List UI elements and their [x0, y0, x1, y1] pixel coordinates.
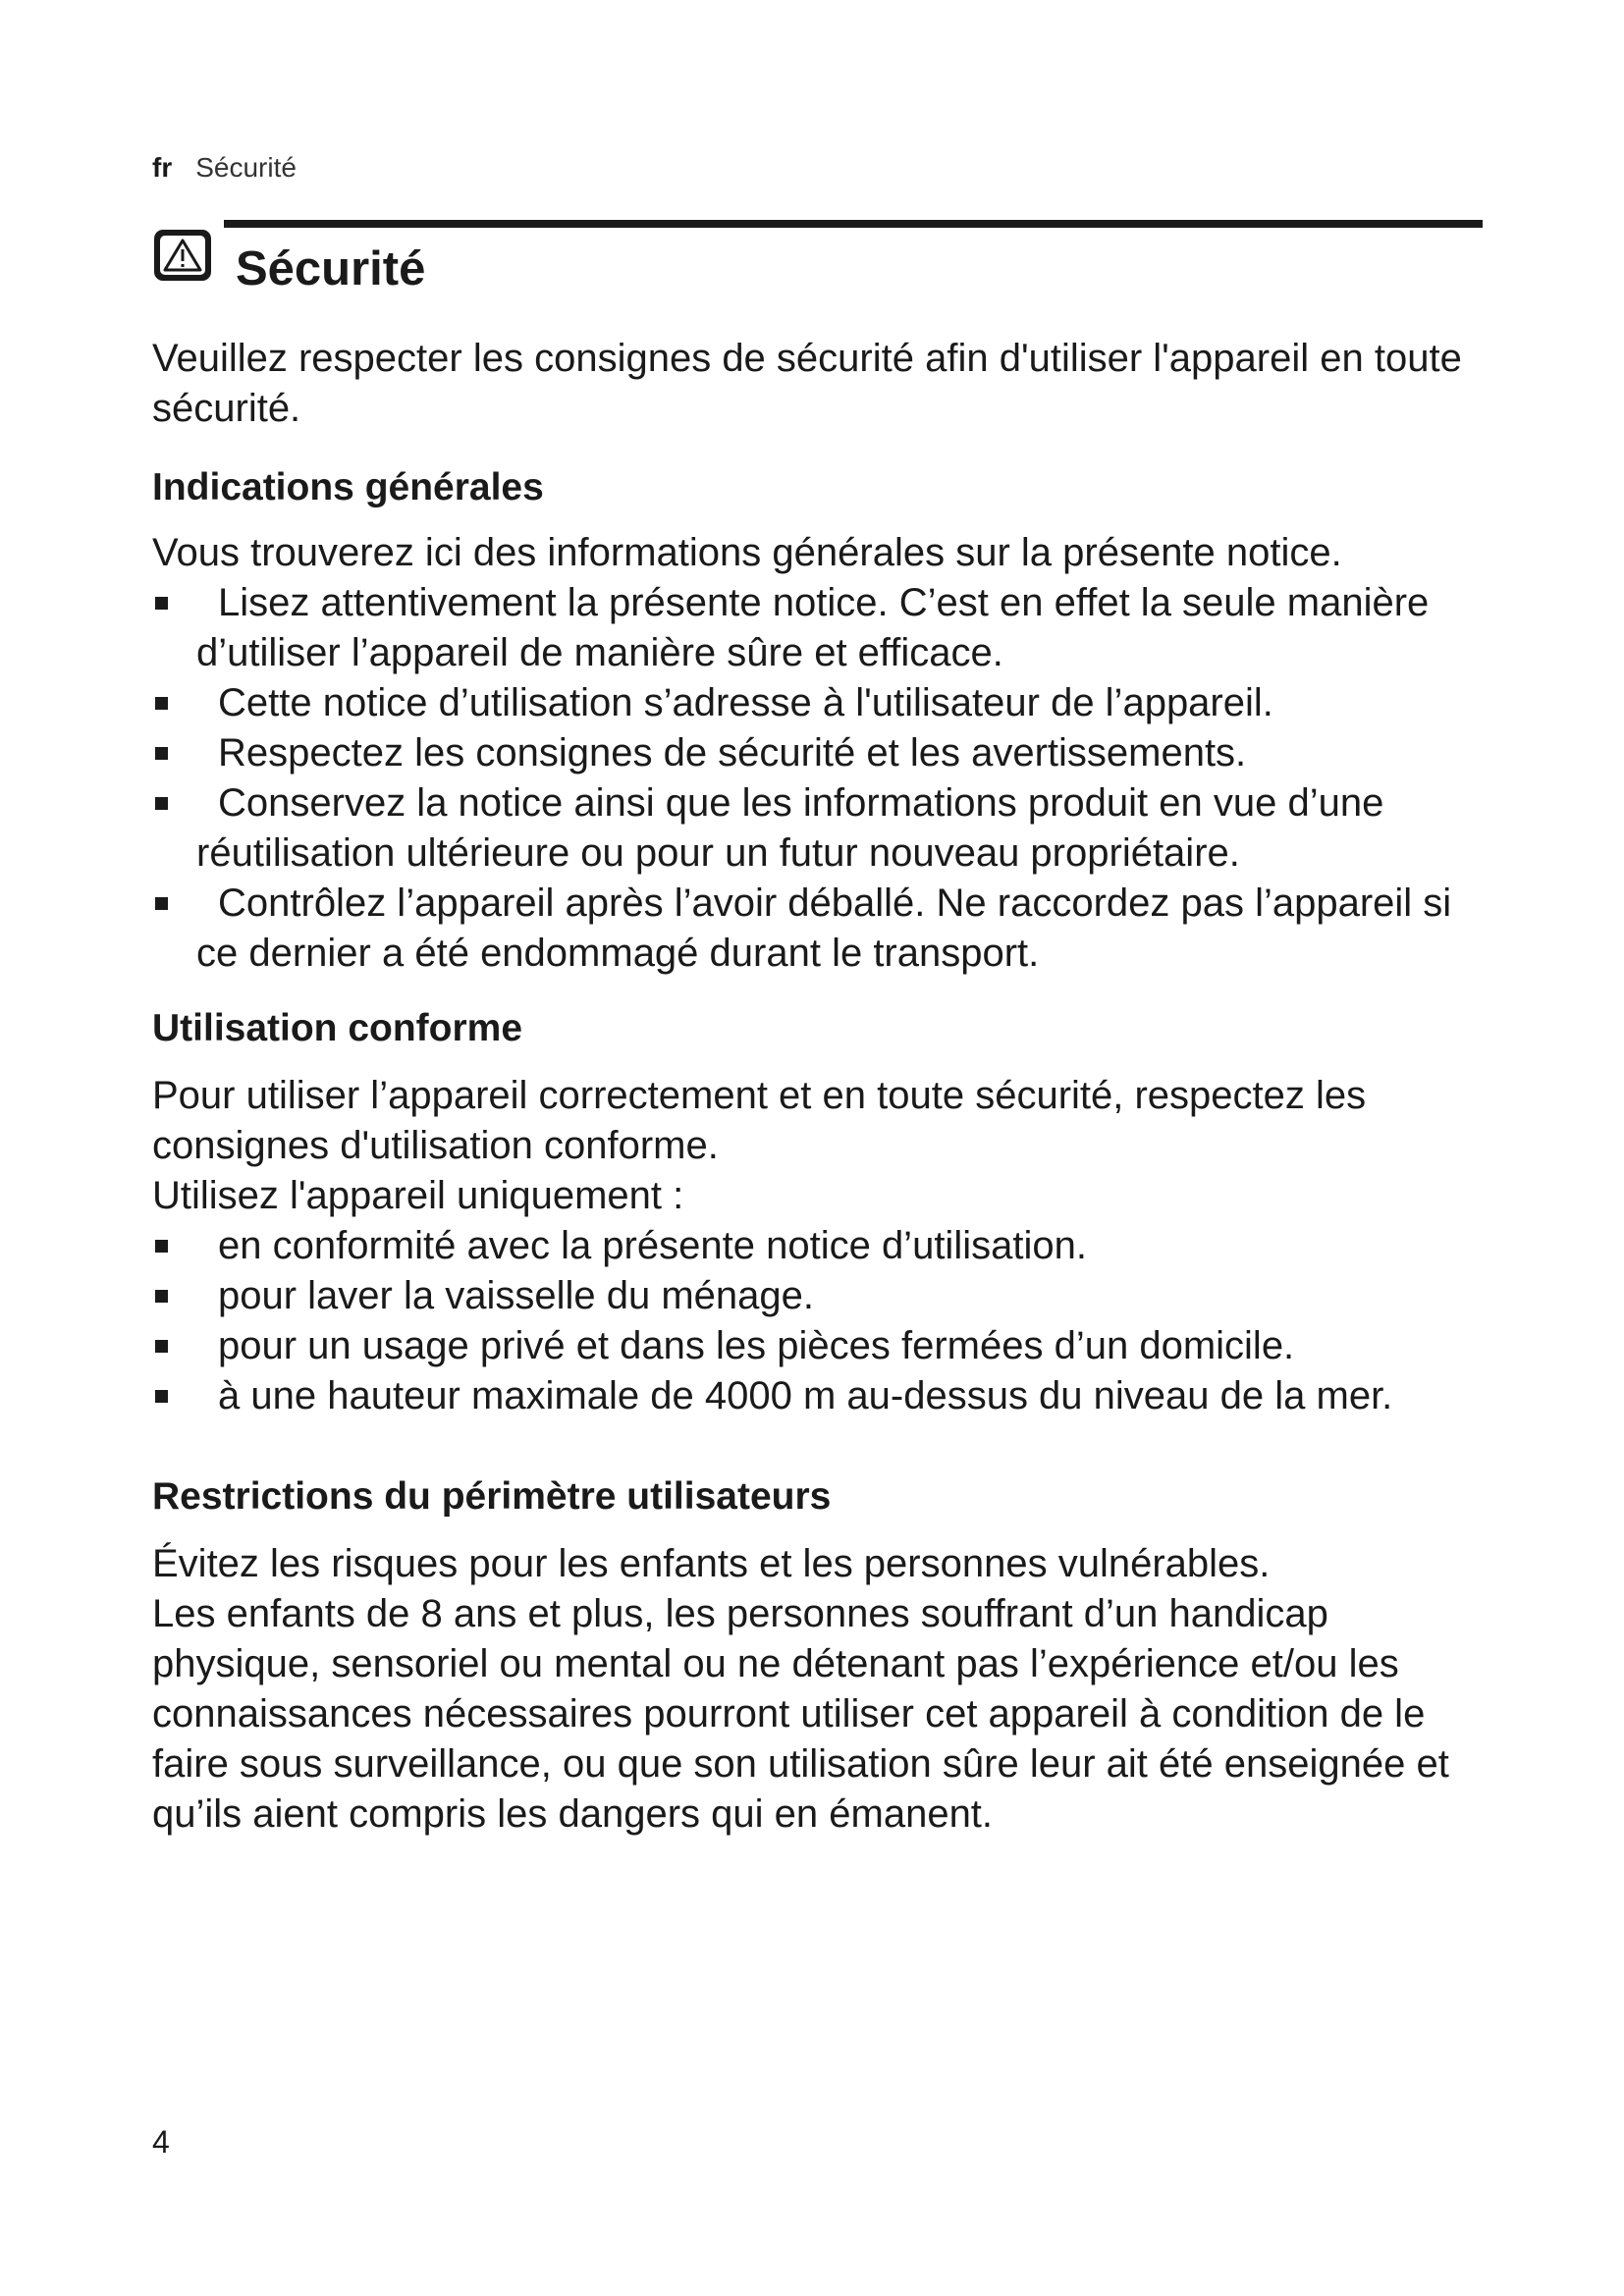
bullet-icon — [155, 747, 168, 760]
bullet-icon — [155, 1290, 168, 1303]
main-content — [152, 334, 1497, 1840]
list-item: Conservez la notice ainsi que les informations produit en vue d’une réutilisation ultérieure ou pour un futur nouveau propriétaire. — [152, 778, 1497, 879]
usage-lead: Pour utiliser l’appareil correctement et en toute sécurité, respectez les consignes d'utilisation conforme. — [152, 1074, 1367, 1167]
heading-general: Indications générales — [152, 466, 544, 508]
list-item: pour laver la vaisselle du ménage. — [152, 1271, 1497, 1321]
bullet-icon — [155, 1340, 168, 1353]
language-code: fr — [152, 152, 173, 183]
title-rule — [224, 220, 1483, 228]
bullet-icon — [155, 897, 168, 910]
running-section-title: Sécurité — [195, 152, 297, 183]
usage-list — [152, 1221, 1497, 1421]
heading-restrictions: Restrictions du périmètre utilisateurs — [152, 1475, 832, 1518]
list-item: Contrôlez l’appareil après l’avoir déballé. Ne raccordez pas l’appareil si ce dernier a été endommagé durant le transport. — [152, 879, 1497, 979]
list-item: Cette notice d’utilisation s’adresse à l'utilisateur de l’appareil. — [152, 678, 1497, 728]
bullet-icon — [155, 597, 168, 610]
page-title: Sécurité — [236, 242, 426, 295]
general-list — [152, 578, 1497, 979]
list-item: Lisez attentivement la présente notice. C’est en effet la seule manière d’utiliser l’appareil de manière sûre et efficace. — [152, 578, 1497, 678]
list-item: en conformité avec la présente notice d’utilisation. — [152, 1221, 1497, 1271]
bullet-icon — [155, 1390, 168, 1403]
intro-paragraph: Veuillez respecter les consignes de sécurité afin d'utiliser l'appareil en toute sécurité. — [152, 337, 1462, 430]
list-item: à une hauteur maximale de 4000 m au-dessus du niveau de la mer. — [152, 1371, 1497, 1421]
usage-lead-2: Utilisez l'appareil uniquement : — [152, 1174, 684, 1217]
restrictions-body: Les enfants de 8 ans et plus, les personnes souffrant d’un handicap physique, sensoriel ou mental ou ne détenant pas l’expérience et/ou les connaissances nécessaires pourront utiliser cet appareil à condition de le faire sous surveillance, ou que son utilisation sûre leur ait été enseignée et qu’ils aient compris les dangers qui en émanent. — [152, 1592, 1449, 1836]
running-header — [152, 151, 297, 185]
restrictions-lead: Évitez les risques pour les enfants et les personnes vulnérables. — [152, 1542, 1271, 1585]
general-lead: Vous trouverez ici des informations générales sur la présente notice. — [152, 531, 1342, 574]
warning-icon — [152, 228, 213, 283]
heading-usage: Utilisation conforme — [152, 1007, 523, 1049]
list-item: pour un usage privé et dans les pièces fermées d’un domicile. — [152, 1321, 1497, 1371]
page-number: 4 — [152, 2124, 170, 2160]
bullet-icon — [155, 697, 168, 710]
list-item: Respectez les consignes de sécurité et les avertissements. — [152, 728, 1497, 778]
bullet-icon — [155, 797, 168, 810]
bullet-icon — [155, 1240, 168, 1253]
